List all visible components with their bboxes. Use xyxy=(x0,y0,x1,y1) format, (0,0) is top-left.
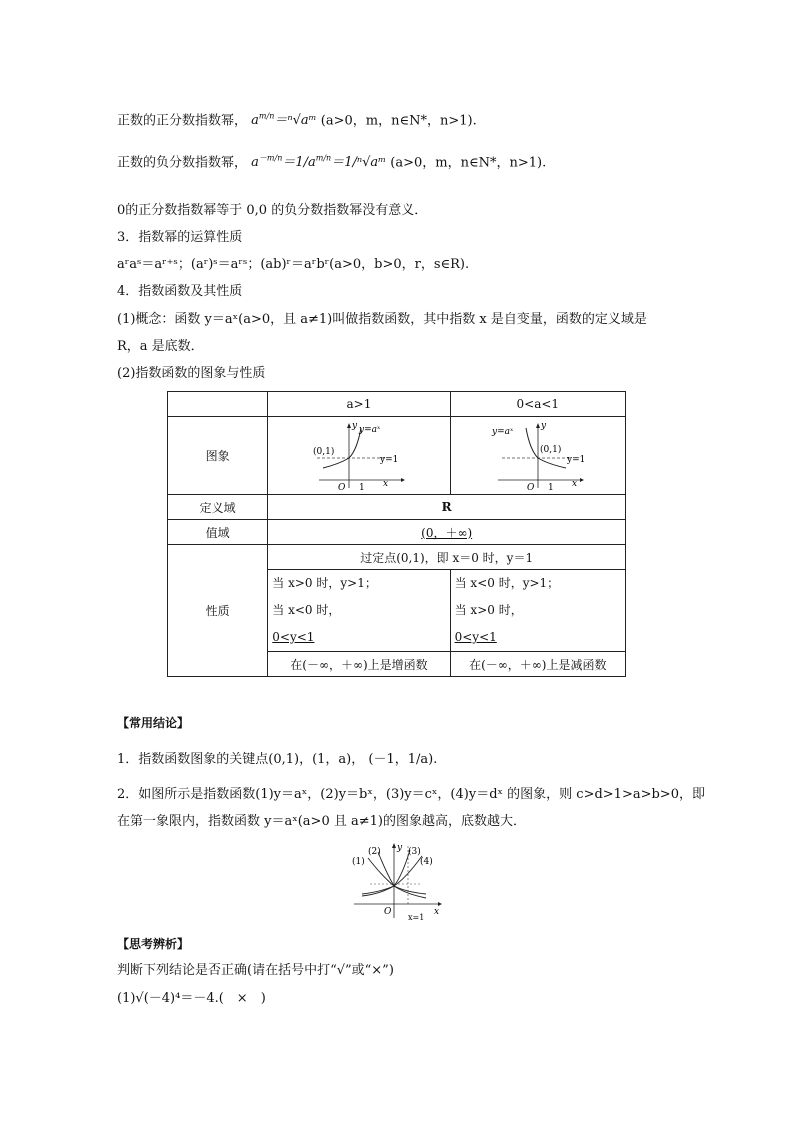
lt1-one: 1 xyxy=(547,482,554,492)
gt1-pos: 当 x>0 时，y>1； xyxy=(272,576,377,590)
lt1-origin: O xyxy=(526,482,535,492)
range-value: (0，＋∞) xyxy=(268,520,626,545)
gt1-origin: O xyxy=(337,482,346,492)
common-c2-line2: 在第一象限内，指数函数 y＝aˣ(a>0 且 a≠1)的图象越高，底数越大． xyxy=(117,814,526,829)
lt1-func-label: y=aˣ xyxy=(491,426,513,437)
gt1-sign-cell xyxy=(268,570,450,652)
gt1-one: 1 xyxy=(358,482,365,492)
fig-x: x xyxy=(434,907,440,917)
concept-line1: (1)概念：函数 y＝aˣ(a>0，且 a≠1)叫做指数函数，其中指数 x 是自变量，函数的定义域是 xyxy=(117,312,647,327)
fig-origin: O xyxy=(384,907,392,917)
common-head: 【常用结论】 xyxy=(117,716,190,730)
pos-frac-label: 正数的正分数指数幂， xyxy=(117,113,248,129)
gt1-x: x xyxy=(382,478,389,489)
common-c1-text: 1．指数函数图象的关键点(0,1)，(1，a)， xyxy=(117,752,365,767)
exp-property-table xyxy=(167,391,626,677)
lt1-y: y xyxy=(540,420,546,431)
common-c1-tail: (－1，1/a). xyxy=(368,752,438,767)
col-a-gt1: a>1 xyxy=(268,392,450,417)
graph-title: (2)指数函数的图象与性质 xyxy=(117,366,266,381)
table-corner xyxy=(168,392,268,417)
row-graph-label: 图象 xyxy=(168,417,268,495)
neg-frac-cond: (a>0，m，n∈N*，n>1). xyxy=(390,155,547,171)
fig-label-4: (4) xyxy=(420,857,433,867)
concept-line2: R，a 是底数． xyxy=(117,339,204,354)
think-head: 【思考辨析】 xyxy=(117,937,190,951)
gt1-y1-label: y=1 xyxy=(379,454,399,465)
pos-frac-line xyxy=(117,108,477,130)
neg-frac-label: 正数的负分数指数幂， xyxy=(117,155,248,171)
pos-frac-expr: $a^{m/n}=^n√aᵐ$ xyxy=(251,112,317,129)
lt1-point-label: (0,1) xyxy=(539,444,562,455)
fig-x1: x=1 xyxy=(408,913,425,922)
graph-gt1 xyxy=(309,420,409,492)
gt1-neg-val: 0<y<1 xyxy=(272,630,315,644)
gt1-y: y xyxy=(351,420,358,431)
fig-y: y xyxy=(397,843,403,853)
fig-label-1: (1) xyxy=(352,857,365,867)
think-q1: (1)√(－4)⁴＝－4.( × ) xyxy=(117,991,266,1006)
section4-title: 4．指数函数及其性质 xyxy=(117,284,243,299)
four-exp-figure xyxy=(350,842,445,922)
neg-frac-line xyxy=(117,150,546,172)
lt1-neg: 当 x>0 时， xyxy=(454,603,523,617)
domain-value: R xyxy=(268,495,626,520)
fig-label-3: (3) xyxy=(408,847,421,857)
row-range-label: 值域 xyxy=(168,520,268,545)
neg-frac-expr: $a^{-m/n}=1/a^{m/n}=1/^n√aᵐ$ xyxy=(251,154,387,171)
fixed-point: 过定点(0,1)，即 x＝0 时，y＝1 xyxy=(268,545,626,570)
gt1-mono: 在(－∞，＋∞)上是增函数 xyxy=(268,652,450,677)
lt1-pos: 当 x<0 时，y>1； xyxy=(454,576,560,590)
section3-body: aʳaˢ＝aʳ⁺ˢ；(aʳ)ˢ＝aʳˢ；(ab)ʳ＝aʳbʳ(a>0，b>0，r，s∈R). xyxy=(117,257,470,272)
gt1-func-label: y=aˣ xyxy=(358,424,381,435)
lt1-sign-cell xyxy=(450,570,625,652)
fig-label-2: (2) xyxy=(368,847,381,857)
zero-note: 0的正分数指数幂等于 0,0 的负分数指数幂没有意义． xyxy=(117,203,428,218)
graph-lt1 xyxy=(488,420,588,492)
col-a-lt1: 0<a<1 xyxy=(450,392,625,417)
lt1-x: x xyxy=(571,478,577,489)
gt1-neg: 当 x<0 时， xyxy=(272,603,341,617)
graph-gt1-cell xyxy=(268,417,450,495)
common-c2-line1: 2．如图所示是指数函数(1)y＝aˣ，(2)y＝bˣ，(3)y＝cˣ，(4)y＝dˣ 的图象，则 c>d>1>a>b>0，即 xyxy=(117,787,705,802)
lt1-neg-val: 0<y<1 xyxy=(454,630,497,644)
section3-title: 3．指数幂的运算性质 xyxy=(117,230,243,245)
common-c1 xyxy=(117,751,437,769)
row-props-label: 性质 xyxy=(168,545,268,677)
pos-frac-cond: (a>0，m，n∈N*，n>1). xyxy=(320,113,477,129)
lt1-y1-label: y=1 xyxy=(566,454,586,465)
think-intro: 判断下列结论是否正确(请在括号中打“√”或“×”) xyxy=(117,963,394,978)
gt1-point-label: (0,1) xyxy=(312,446,335,457)
row-domain-label: 定义域 xyxy=(168,495,268,520)
lt1-mono: 在(－∞，＋∞)上是减函数 xyxy=(450,652,625,677)
graph-lt1-cell xyxy=(450,417,625,495)
